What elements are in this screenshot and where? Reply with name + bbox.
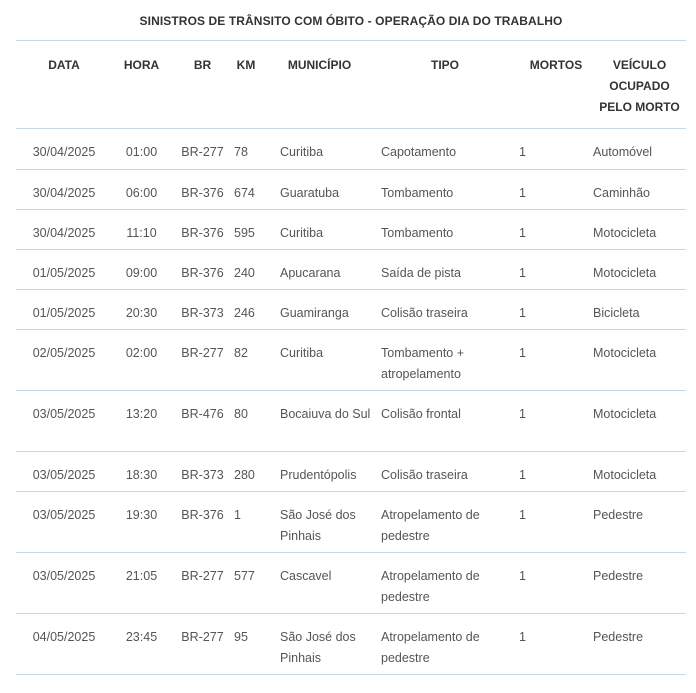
cell-data: 02/05/2025 <box>16 330 112 391</box>
cell-hora: 02:00 <box>112 330 171 391</box>
cell-municipio: Curitiba <box>280 210 381 250</box>
cell-municipio: Curitiba <box>280 330 381 391</box>
cell-tipo: Atropelamento de pedestre <box>381 492 519 553</box>
cell-km: 240 <box>234 250 280 290</box>
cell-mortos: 1 <box>519 391 593 452</box>
cell-km: 577 <box>234 553 280 614</box>
cell-mortos: 1 <box>519 492 593 553</box>
table-row <box>16 553 686 614</box>
cell-mortos: 1 <box>519 290 593 330</box>
cell-veiculo: Pedestre <box>593 492 686 553</box>
cell-municipio: Prudentópolis <box>280 452 381 492</box>
cell-tipo: Colisão frontal <box>381 391 519 452</box>
cell-km: 1 <box>234 492 280 553</box>
cell-data: 03/05/2025 <box>16 553 112 614</box>
cell-km: 280 <box>234 452 280 492</box>
table-row <box>16 614 686 675</box>
cell-br: BR-277 <box>171 553 234 614</box>
cell-br: BR-376 <box>171 250 234 290</box>
cell-hora: 01:00 <box>112 129 171 170</box>
cell-veiculo: Bicicleta <box>593 290 686 330</box>
cell-mortos: 1 <box>519 452 593 492</box>
accident-table-container <box>16 0 686 675</box>
header-row <box>16 41 686 129</box>
cell-tipo: Atropelamento de pedestre <box>381 553 519 614</box>
cell-hora: 19:30 <box>112 492 171 553</box>
header-tipo: TIPO <box>381 41 519 129</box>
cell-municipio: Curitiba <box>280 129 381 170</box>
cell-veiculo: Motocicleta <box>593 330 686 391</box>
cell-br: BR-376 <box>171 492 234 553</box>
cell-mortos: 1 <box>519 170 593 210</box>
cell-br: BR-277 <box>171 614 234 675</box>
cell-veiculo: Motocicleta <box>593 452 686 492</box>
cell-tipo: Tombamento + atropelamento <box>381 330 519 391</box>
cell-hora: 06:00 <box>112 170 171 210</box>
cell-tipo: Tombamento <box>381 170 519 210</box>
cell-tipo: Colisão traseira <box>381 290 519 330</box>
accident-table <box>16 40 686 675</box>
header-km-cell <box>234 41 280 129</box>
cell-municipio: Guaratuba <box>280 170 381 210</box>
cell-tipo: Atropelamento de pedestre <box>381 614 519 675</box>
cell-hora: 11:10 <box>112 210 171 250</box>
cell-tipo: Capotamento <box>381 129 519 170</box>
cell-hora: 18:30 <box>112 452 171 492</box>
table-row <box>16 290 686 330</box>
cell-veiculo: Caminhão <box>593 170 686 210</box>
cell-mortos: 1 <box>519 129 593 170</box>
cell-mortos: 1 <box>519 330 593 391</box>
table-header <box>16 41 686 129</box>
cell-km: 95 <box>234 614 280 675</box>
cell-data: 30/04/2025 <box>16 170 112 210</box>
cell-mortos: 1 <box>519 250 593 290</box>
cell-municipio: Cascavel <box>280 553 381 614</box>
cell-hora: 20:30 <box>112 290 171 330</box>
cell-data: 03/05/2025 <box>16 492 112 553</box>
cell-br: BR-376 <box>171 170 234 210</box>
table-row <box>16 250 686 290</box>
cell-veiculo: Motocicleta <box>593 391 686 452</box>
table-row <box>16 391 686 452</box>
cell-tipo: Colisão traseira <box>381 452 519 492</box>
table-row <box>16 330 686 391</box>
cell-hora: 09:00 <box>112 250 171 290</box>
cell-municipio: Bocaiuva do Sul <box>280 391 381 452</box>
header-km: KM <box>236 58 256 72</box>
cell-municipio: Guamiranga <box>280 290 381 330</box>
cell-br: BR-476 <box>171 391 234 452</box>
header-br: BR <box>171 41 234 129</box>
cell-hora: 23:45 <box>112 614 171 675</box>
table-title: SINISTROS DE TRÂNSITO COM ÓBITO - OPERAÇÃO DIA DO TRABALHO <box>139 14 563 28</box>
cell-data: 30/04/2025 <box>16 210 112 250</box>
cell-hora: 13:20 <box>112 391 171 452</box>
table-row <box>16 492 686 553</box>
cell-km: 82 <box>234 330 280 391</box>
cell-municipio: Apucarana <box>280 250 381 290</box>
cell-data: 04/05/2025 <box>16 614 112 675</box>
header-hora: HORA <box>112 41 171 129</box>
cell-mortos: 1 <box>519 553 593 614</box>
cell-hora: 21:05 <box>112 553 171 614</box>
cell-veiculo: Pedestre <box>593 614 686 675</box>
cell-municipio: São José dos Pinhais <box>280 492 381 553</box>
cell-br: BR-277 <box>171 330 234 391</box>
cell-tipo: Saída de pista <box>381 250 519 290</box>
header-municipio: MUNICÍPIO <box>280 41 381 129</box>
cell-mortos: 1 <box>519 614 593 675</box>
cell-veiculo: Motocicleta <box>593 250 686 290</box>
cell-data: 03/05/2025 <box>16 452 112 492</box>
cell-km: 78 <box>234 129 280 170</box>
cell-data: 30/04/2025 <box>16 129 112 170</box>
cell-br: BR-373 <box>171 290 234 330</box>
cell-veiculo: Motocicleta <box>593 210 686 250</box>
cell-km: 246 <box>234 290 280 330</box>
cell-km: 595 <box>234 210 280 250</box>
cell-br: BR-277 <box>171 129 234 170</box>
cell-br: BR-376 <box>171 210 234 250</box>
cell-data: 01/05/2025 <box>16 290 112 330</box>
table-row <box>16 170 686 210</box>
cell-veiculo: Automóvel <box>593 129 686 170</box>
table-row <box>16 452 686 492</box>
header-veiculo: VEÍCULO OCUPADO PELO MORTO <box>593 41 686 129</box>
table-body <box>16 129 686 675</box>
header-mortos: MORTOS <box>519 41 593 129</box>
header-data: DATA <box>16 41 112 129</box>
cell-mortos: 1 <box>519 210 593 250</box>
cell-tipo: Tombamento <box>381 210 519 250</box>
table-row <box>16 129 686 170</box>
cell-veiculo: Pedestre <box>593 553 686 614</box>
table-row <box>16 210 686 250</box>
cell-municipio: São José dos Pinhais <box>280 614 381 675</box>
cell-data: 03/05/2025 <box>16 391 112 452</box>
cell-km: 674 <box>234 170 280 210</box>
cell-data: 01/05/2025 <box>16 250 112 290</box>
cell-br: BR-373 <box>171 452 234 492</box>
cell-km: 80 <box>234 391 280 452</box>
